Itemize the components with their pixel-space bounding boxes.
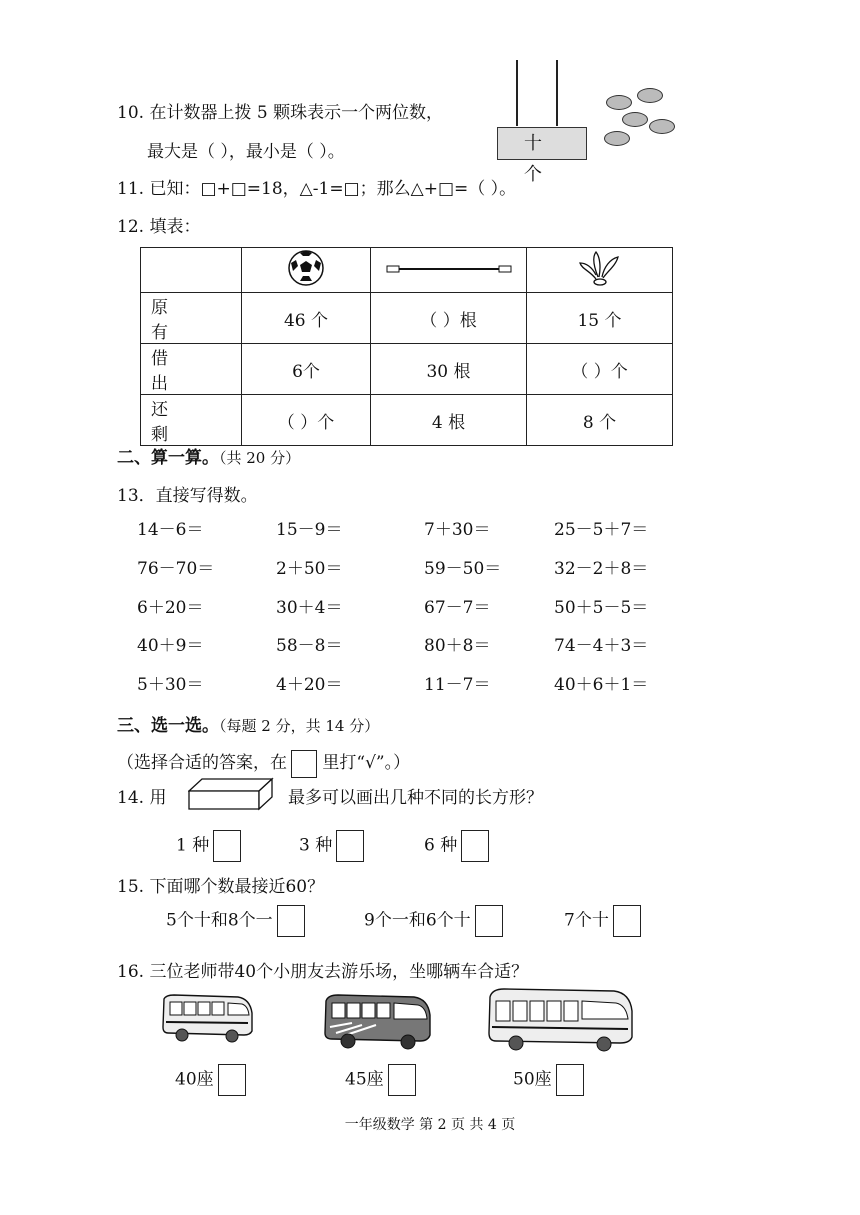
calc-item: 58－8＝	[276, 636, 343, 656]
q14-pre: 14. 用	[117, 788, 167, 808]
bus-medium-icon	[322, 993, 434, 1051]
calc-item: 25－5＋7＝	[554, 520, 649, 540]
table-cell: （ ）个	[527, 344, 673, 395]
option-label: 7个十	[564, 910, 609, 931]
answer-checkbox[interactable]	[218, 1064, 246, 1096]
table-cell: （ ）个	[242, 395, 371, 446]
calc-item: 7＋30＝	[424, 520, 491, 540]
q15-option	[564, 905, 641, 937]
calc-item: 40＋6＋1＝	[554, 675, 649, 695]
calc-item: 5＋30＝	[137, 675, 204, 695]
q15-option	[364, 905, 503, 937]
calc-item: 11－7＝	[424, 675, 491, 695]
option-label: 50座	[513, 1069, 552, 1090]
answer-checkbox[interactable]	[336, 830, 364, 862]
calc-item: 76－70＝	[137, 559, 215, 579]
answer-checkbox[interactable]	[613, 905, 641, 937]
instruction-text: （选择合适的答案，在	[117, 753, 287, 773]
q10-line1: 10. 在计数器上拨 5 颗珠表示一个两位数，	[117, 103, 444, 123]
row-label: 还 剩	[141, 395, 242, 446]
table-row	[141, 293, 673, 344]
q11-text: 11. 已知：□+□=18，△-1=□；那么△+□=（ ）。	[117, 179, 517, 199]
answer-box-example	[291, 750, 317, 778]
table-row	[141, 344, 673, 395]
option-label: 6 种	[424, 835, 458, 856]
q16-option	[345, 1064, 416, 1096]
section3-instruction	[117, 748, 410, 778]
bead-icon	[649, 119, 675, 134]
calc-item: 4＋20＝	[276, 675, 343, 695]
q13-text: 13．直接写得数。	[117, 486, 258, 506]
table-cell: 6个	[242, 344, 371, 395]
option-label: 1 种	[176, 835, 210, 856]
calc-item: 2＋50＝	[276, 559, 343, 579]
calc-item: 67－7＝	[424, 598, 491, 618]
section2-title: 二、算一算。	[117, 448, 219, 468]
table-cell: 30 根	[371, 344, 527, 395]
q15-text: 15. 下面哪个数最接近60？	[117, 877, 325, 897]
calc-item: 15－9＝	[276, 520, 343, 540]
calc-item: 74－4＋3＝	[554, 636, 649, 656]
answer-checkbox[interactable]	[556, 1064, 584, 1096]
section3-score: （每题 2 分，共 14 分）	[219, 717, 380, 735]
shuttlecock-icon	[576, 249, 624, 287]
row-label: 原 有	[141, 293, 242, 344]
bus-large-icon	[486, 987, 634, 1053]
section3-heading	[117, 711, 379, 736]
calc-item: 50＋5－5＝	[554, 598, 649, 618]
soccer-ball-icon	[287, 249, 325, 287]
q16-text: 16. 三位老师带40个小朋友去游乐场，坐哪辆车合适？	[117, 962, 529, 982]
answer-checkbox[interactable]	[388, 1064, 416, 1096]
section3-title: 三、选一选。	[117, 716, 219, 736]
shuttlecock-cell	[527, 248, 673, 293]
jump-rope-icon	[386, 263, 512, 275]
q16-option	[513, 1064, 584, 1096]
q12-text: 12. 填表：	[117, 217, 201, 237]
calc-item: 14－6＝	[137, 520, 204, 540]
page-footer: 一年级数学 第 2 页 共 4 页	[344, 1117, 516, 1133]
q10-line2: 最大是（ ），最小是（ ）。	[147, 142, 345, 162]
q15-option	[166, 905, 305, 937]
bead-icon	[622, 112, 648, 127]
answer-checkbox[interactable]	[475, 905, 503, 937]
bead-icon	[604, 131, 630, 146]
q14-option	[299, 830, 364, 862]
bead-icon	[606, 95, 632, 110]
answer-checkbox[interactable]	[277, 905, 305, 937]
abacus-label: 十 个	[497, 127, 587, 160]
option-label: 3 种	[299, 835, 333, 856]
table-cell: 8 个	[527, 395, 673, 446]
table-cell: （ ）根	[371, 293, 527, 344]
calc-item: 6＋20＝	[137, 598, 204, 618]
cuboid-icon	[188, 777, 274, 811]
table-cell: 15 个	[527, 293, 673, 344]
row-label: 借 出	[141, 344, 242, 395]
section2-heading	[117, 443, 300, 468]
calc-item: 32－2＋8＝	[554, 559, 649, 579]
jump-rope-cell	[371, 248, 527, 293]
instruction-text: 里打“√”。）	[322, 753, 411, 773]
bead-icon	[637, 88, 663, 103]
calc-item: 80＋8＝	[424, 636, 491, 656]
q14-option	[176, 830, 241, 862]
calc-item: 59－50＝	[424, 559, 502, 579]
calc-item: 30＋4＝	[276, 598, 343, 618]
option-label: 5个十和8个一	[166, 910, 273, 931]
option-label: 45座	[345, 1069, 384, 1090]
q16-option	[175, 1064, 246, 1096]
section2-score: （共 20 分）	[219, 449, 301, 467]
answer-checkbox[interactable]	[213, 830, 241, 862]
q14-option	[424, 830, 489, 862]
answer-checkbox[interactable]	[461, 830, 489, 862]
option-label: 40座	[175, 1069, 214, 1090]
bus-small-icon	[160, 993, 254, 1045]
q14-post: 最多可以画出几种不同的长方形？	[288, 788, 543, 808]
fill-table	[140, 247, 673, 446]
table-cell: 4 根	[371, 395, 527, 446]
calc-item: 40＋9＝	[137, 636, 204, 656]
table-cell: 46 个	[242, 293, 371, 344]
option-label: 9个一和6个十	[364, 910, 471, 931]
soccer-ball-cell	[242, 248, 371, 293]
table-row	[141, 395, 673, 446]
